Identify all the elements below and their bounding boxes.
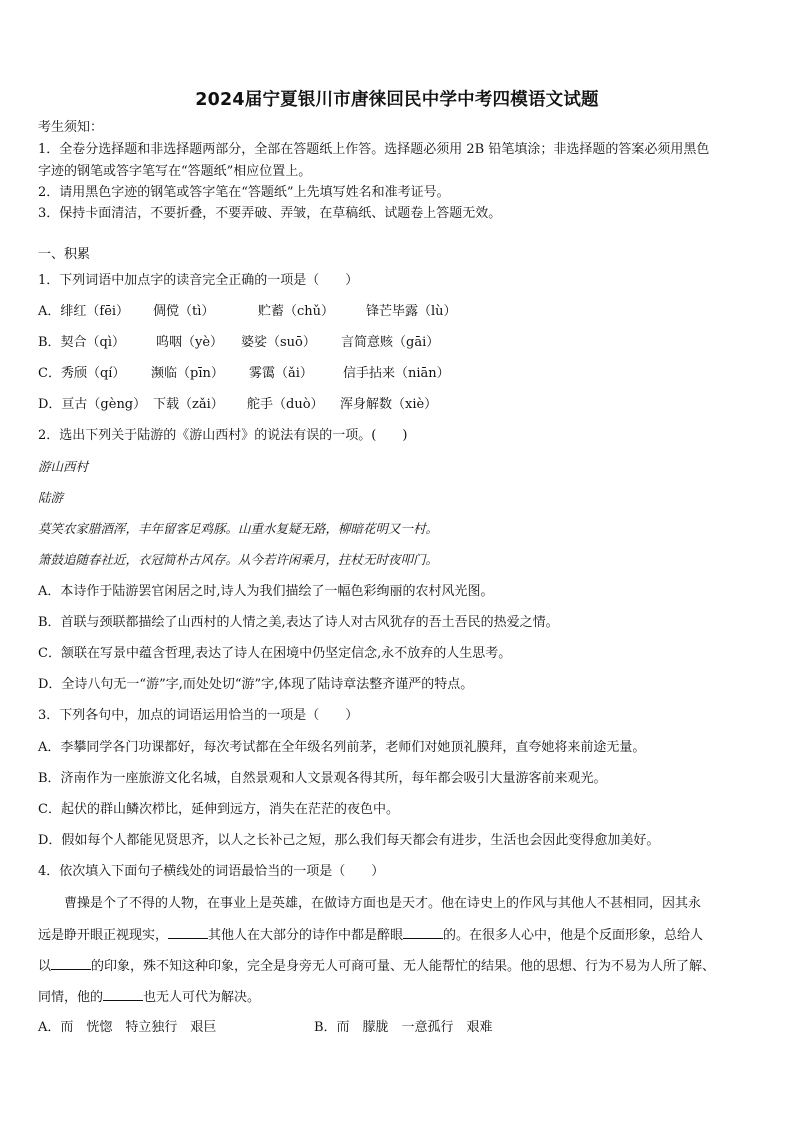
q1-d-1: D．亘古（gèng） [38, 397, 147, 412]
q4-options [38, 1019, 760, 1037]
q1-d-2: 下载（zǎi） [153, 397, 224, 412]
q1-d-4: 浑身解数（xiè） [340, 397, 438, 412]
q4-passage-2c: 的。在很多人心中，他是个反面形象，总给人 [443, 928, 704, 943]
q1-option-c [38, 365, 760, 383]
q1-a-4: 锋芒毕露（lù） [366, 304, 457, 319]
q1-b-2: 呜咽（yè） [156, 335, 224, 350]
q4-passage-3a: 以 [38, 959, 52, 974]
q4-passage-2a: 远是睁开眼正视现实， [38, 928, 169, 943]
q2-option-c: C．颔联在写景中蕴含哲理,表达了诗人在困境中仍坚定信念,永不放弃的人生思考。 [38, 646, 512, 661]
question-2: 2．选出下列关于陆游的《游山西村》的说法有误的一项。( ) [38, 428, 408, 443]
q4-passage-4a: 同情，他的 [38, 990, 104, 1005]
q1-a-1: A．绯红（fēi） [38, 304, 130, 319]
q1-option-d [38, 396, 760, 414]
q1-b-4: 言简意赅（gāi） [341, 335, 440, 350]
q1-option-b [38, 334, 760, 352]
q3-option-b: B．济南作为一座旅游文化名城，自然景观和人文景观各得其所，每年都会吸引大量游客前来观光。 [38, 771, 607, 786]
q1-c-1: C．秀颀（qí） [38, 366, 126, 381]
q4-passage-line-3 [38, 957, 760, 976]
q4-passage-line-2 [38, 926, 760, 945]
section-heading: 一、积累 [38, 247, 91, 262]
q3-option-a: A．李攀同学各门功课都好，每次考试都在全年级名列前茅，老师们对她顶礼膜拜，直夸她将来前途无量。 [38, 740, 646, 755]
q4-passage-line-4 [38, 988, 760, 1007]
fill-blank-2 [403, 926, 443, 939]
notice-item-2: 2．请用黑色字迹的钢笔或答字笔在“答题纸”上先填写姓名和准考证号。 [38, 185, 450, 200]
q4-passage-3b: 的印象，殊不知这种印象，完全是身旁无人可商可量、无人能帮忙的结果。他的思想、行为不易为人所了解、 [91, 959, 716, 974]
q1-c-3: 雾霭（ǎi） [249, 366, 313, 381]
q4-option-b: B．而 朦胧 一意孤行 艰难 [314, 1020, 493, 1035]
q3-option-d: D．假如每个人都能见贤思齐，以人之长补己之短，那么我们每天都会有进步，生活也会因此变得愈加美好。 [38, 833, 660, 848]
q1-a-2: 倜傥（tì） [153, 304, 215, 319]
poem-title: 游山西村 [38, 459, 89, 474]
q1-c-4: 信手拈来（niān） [343, 366, 450, 381]
question-1: 1．下列词语中加点字的读音完全正确的一项是（ ） [38, 273, 359, 288]
q1-a-3: 贮蓄（chǔ） [258, 304, 335, 319]
question-4: 4．依次填入下面句子横线处的词语最恰当的一项是（ ） [38, 864, 385, 879]
notice-item-1b: 字迹的钢笔或答字笔写在“答题纸”相应位置上。 [38, 164, 312, 179]
notice-heading: 考生须知： [38, 120, 104, 135]
notice-item-3: 3．保持卡面清洁，不要折叠，不要弄破、弄皱，在草稿纸、试题卷上答题无效。 [38, 206, 502, 221]
fill-blank-3 [51, 957, 91, 970]
notice-item-1a: 1．全卷分选择题和非选择题两部分，全部在答题纸上作答。选择题必须用 2B 铅笔填涂；非选择题的答案必须用黑色 [38, 142, 710, 157]
q4-option-a: A．而 恍惚 特立独行 艰巨 [38, 1020, 217, 1035]
q4-passage-line-1: 曹操是个了不得的人物，在事业上是英雄，在做诗方面也是天才。他在诗史上的作风与其他人不甚相同，因其永 [64, 896, 702, 911]
question-3: 3．下列各句中，加点的词语运用恰当的一项是（ ） [38, 708, 359, 723]
q4-passage-4b: 也无人可代为解决。 [143, 990, 261, 1005]
q1-b-1: B．契合（qì） [38, 335, 126, 350]
poem-line-2: 箫鼓追随春社近，衣冠简朴古风存。从今若许闲乘月，拄杖无时夜叩门。 [38, 552, 439, 567]
q1-b-3: 婆娑（suō） [241, 335, 316, 350]
fill-blank-1 [168, 926, 208, 939]
q1-c-2: 濒临（pīn） [151, 366, 224, 381]
q4-passage-2b: 其他人在大部分的诗作中都是醉眼 [208, 928, 404, 943]
poem-line-1: 莫笑农家腊酒浑，丰年留客足鸡豚。山重水复疑无路，柳暗花明又一村。 [38, 521, 439, 536]
q3-option-c: C．起伏的群山鳞次栉比，延伸到远方，消失在茫茫的夜色中。 [38, 802, 399, 817]
q2-option-d: D．全诗八句无一“游”字,而处处切“游”字,体现了陆诗章法整齐谨严的特点。 [38, 677, 474, 692]
fill-blank-4 [103, 988, 143, 1001]
q1-option-a [38, 303, 760, 321]
page-title: 2024届宁夏银川市唐徕回民中学中考四模语文试题 [195, 90, 599, 110]
q1-d-3: 舵手（duò） [247, 397, 324, 412]
poem-author: 陆游 [38, 490, 64, 505]
q2-option-b: B．首联与颈联都描绘了山西村的人情之美,表达了诗人对古风犹存的吾土吾民的热爱之情。 [38, 615, 559, 630]
q2-option-a: A．本诗作于陆游罢官闲居之时,诗人为我们描绘了一幅色彩绚丽的农村风光图。 [38, 584, 494, 599]
